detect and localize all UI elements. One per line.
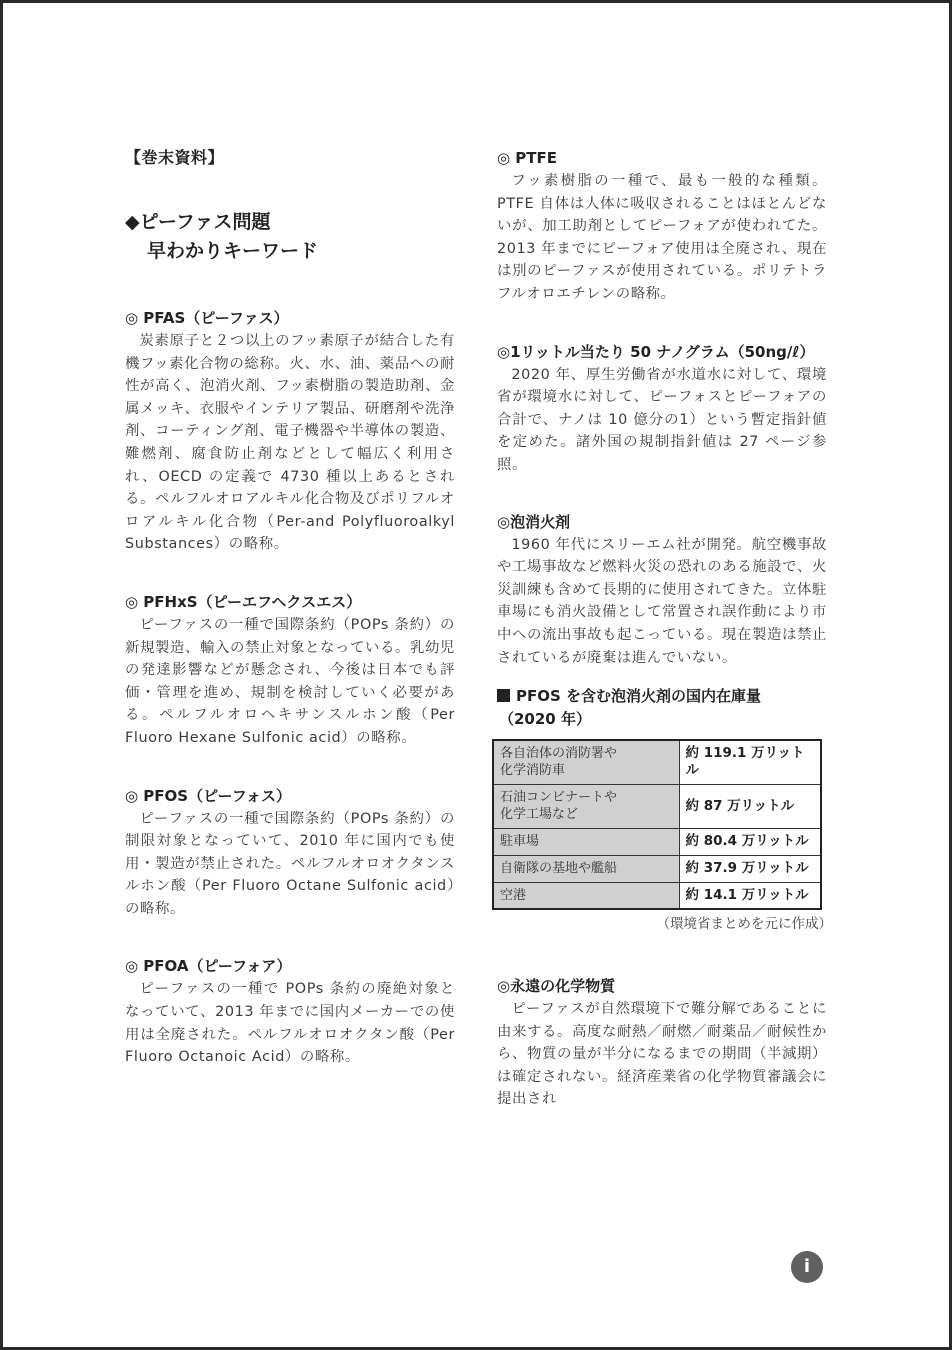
keyword-50ng-per-liter — [497, 340, 827, 477]
table-cell-label: 空港 — [493, 882, 679, 909]
keyword-heading: ◎永遠の化学物質 — [497, 977, 616, 996]
label-line: 石油コンビナートや — [500, 790, 618, 806]
right-column — [497, 146, 832, 1111]
table-row — [493, 882, 821, 909]
keyword-heading: ◎1リットル当たり 50 ナノグラム（50ng/ℓ） — [497, 342, 815, 361]
table-caption-line2: （2020 年） — [499, 710, 591, 729]
keyword-heading: ◎ PFOA（ピーフォア） — [125, 957, 292, 976]
label-line: 各自治体の消防署や — [500, 746, 618, 762]
keyword-body: フッ素樹脂の一種で、最も一般的な種類。PTFE 自体は人体に吸収されることはほとんどないが、加工助剤としてピーフォアが使われてた。2013 年までにピーフォア使用は全廃され、現在は別のピーファスが使用されている。ポリテトラフルオロエチレンの略称。 — [497, 173, 827, 302]
label-line: 化学工場など — [500, 807, 579, 823]
table-cell-label — [493, 784, 679, 828]
table-caption — [497, 685, 827, 731]
keyword-body: 2020 年、厚生労働省が水道水に対して、環境省が環境水に対して、ピーフォスとピーフォアの合計で、ナノは 10 億分の1）という暫定指針値を定めた。諸外国の規制指針値は 27 ページ参照。 — [497, 366, 827, 473]
table-cell-value: 約 37.9 万リットル — [679, 855, 821, 882]
table-caption-line1: PFOS を含む泡消火剤の国内在庫量 — [516, 687, 762, 706]
keyword-heading: ◎ PTFE — [497, 149, 558, 167]
square-bullet-icon — [497, 689, 510, 702]
keyword-body: ピーファスの一種で国際条約（POPs 条約）の新規製造、輸入の禁止対象となっている。乳幼児の発達影響などが懸念され、今後は日本でも評価・管理を進め、規制を検討していく必要がある。ペルフルオロヘキサンスルホン酸（Per Fluoro Hexane Sulfonic acid）の略称。 — [125, 616, 455, 746]
label-line: 化学消防車 — [500, 763, 566, 779]
keyword-pfoa — [125, 954, 455, 1068]
stock-table — [492, 739, 822, 910]
table-cell-label — [493, 740, 679, 784]
table-row — [493, 855, 821, 882]
keyword-body: ピーファスの一種で POPs 条約の廃絶対象となっていて、2013 年までに国内メーカーでの使用は全廃された。ペルフルオロオクタン酸（Per Fluoro Octanoic Acid）の略称。 — [125, 981, 455, 1066]
page-title — [125, 208, 455, 266]
keyword-heading: ◎ PFHxS（ピーエフヘクスエス） — [125, 592, 362, 611]
table-cell-value: 約 119.1 万リットル — [679, 740, 821, 784]
keyword-foam-extinguisher — [497, 510, 827, 670]
table-cell-label: 自衛隊の基地や艦船 — [493, 855, 679, 882]
keyword-body: 炭素原子と２つ以上のフッ素原子が結合した有機フッ素化合物の総称。火、水、油、薬品への耐性が高く、泡消火剤、フッ素樹脂の製造助剤、金属メッキ、衣服やインテリア製品、研磨剤や洗浄剤、コーティング剤、電子機器や半導体の製造、難燃剤、腐食防止剤などとして幅広く利用され、OECD の定義で 4730 種以上あるとされる。ペルフルオロアルキル化合物及びポリフルオロアルキル化合物（Per-and Polyfluoroalkyl Substances）の略称。 — [125, 333, 455, 553]
keyword-pfhxs — [125, 590, 455, 750]
table-cell-value: 約 80.4 万リットル — [679, 828, 821, 855]
left-column — [125, 146, 455, 1069]
table-cell-value: 約 87 万リットル — [679, 784, 821, 828]
page-number-badge: i — [791, 1251, 823, 1283]
table-cell-label: 駐車場 — [493, 828, 679, 855]
keyword-forever-chemicals — [497, 974, 827, 1111]
table-row — [493, 828, 821, 855]
keyword-heading: ◎ PFAS（ピーファス） — [125, 309, 289, 327]
keyword-body: ピーファスが自然環境下で難分解であることに由来する。高度な耐熱／耐燃／耐薬品／耐候性から、物質の量が半分になるまでの期間（半減期）は確定されない。経済産業省の化学物質審議会に提出され — [497, 1001, 827, 1108]
keyword-heading: ◎ PFOS（ピーフォス） — [125, 786, 292, 805]
keyword-heading: ◎泡消火剤 — [497, 512, 571, 531]
keyword-ptfe — [497, 146, 827, 306]
keyword-body: 1960 年代にスリーエム社が開発。航空機事故や工場事故など燃料火災の恐れのある施設で、火災訓練も含めて長期的に使用されてきた。立体駐車場にも消火設備として常置され誤作動により市中への流出事故も起こっている。現在製造は禁止されているが廃棄は進んでいない。 — [497, 536, 827, 666]
keyword-pfas — [125, 306, 455, 556]
table-source-note: （環境省まとめを元に作成） — [656, 916, 832, 933]
table-row — [493, 740, 821, 784]
table-cell-value: 約 14.1 万リットル — [679, 882, 821, 909]
keyword-body: ピーファスの一種で国際条約（POPs 条約）の制限対象となっていて、2010 年に国内でも使用・製造が禁止された。ペルフルオロオクタンスルホン酸（Per Fluoro Octane Sulfonic acid）の略称。 — [125, 810, 455, 917]
keyword-pfos — [125, 784, 455, 921]
table-row — [493, 784, 821, 828]
appendix-label: 【巻末資料】 — [125, 148, 225, 167]
page-title-line1: ◆ピーファス問題 — [125, 211, 271, 233]
page-title-line2: 早わかりキーワード — [147, 240, 319, 262]
